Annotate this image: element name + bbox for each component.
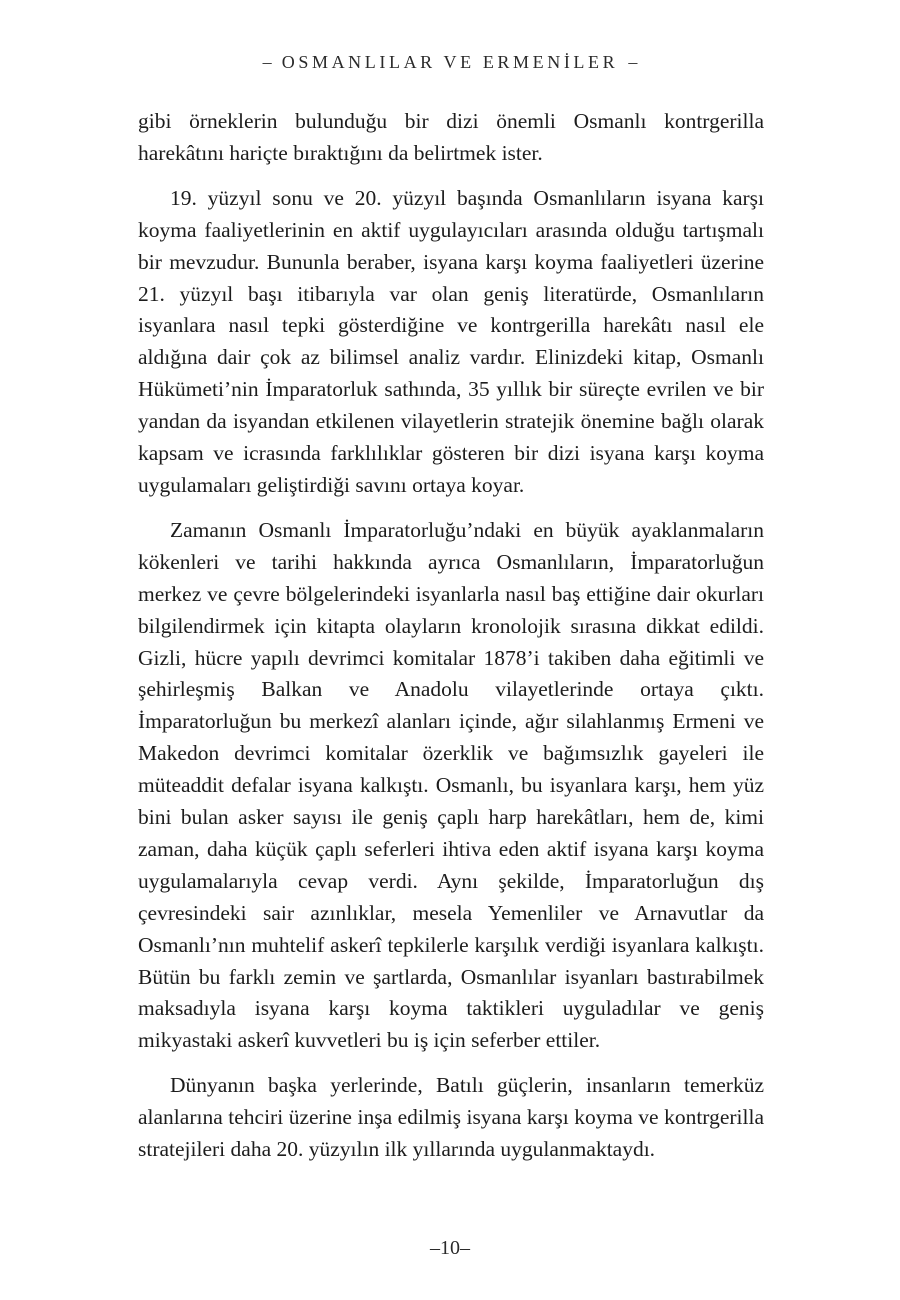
header-right-dash: –: [628, 52, 638, 72]
header-title: OSMANLILAR VE ERMENİLER: [281, 52, 619, 72]
body-text: [138, 106, 764, 1179]
page-number: –10–: [430, 1237, 470, 1259]
paragraph: Dünyanın başka yerlerinde, Batılı güçlerin, insanların temerküz alanlarına tehciri üzerine inşa edilmiş isyana karşı koyma ve kontrgerilla stratejileri daha 20. yüzyılın ilk yıllarında uygulanmaktaydı.: [138, 1073, 764, 1162]
running-header: [0, 52, 900, 73]
header-left-dash: –: [262, 52, 272, 72]
paragraph: 19. yüzyıl sonu ve 20. yüzyıl başında Osmanlıların isyana karşı koyma faaliyetlerinin en aktif uygulayıcıları arasında olduğu tartışmalı bir mevzudur. Bununla beraber, isyana karşı koyma faaliyetleri üzerine 21. yüzyıl başı itibarıyla var olan geniş literatürde, Osmanlıların isyanlara nasıl tepki gösterdiğine ve kontrgerilla harekâtı nasıl ele aldığına dair çok az bilimsel analiz vardır. Elinizdeki kitap, Osmanlı Hükümeti’nin İmparatorluk sathında, 35 yıllık bir süreçte evrilen ve bir yandan da isyandan etkilenen vilayetlerin stratejik önemine bağlı olarak kapsam ve icrasında farklılıklar gösteren bir dizi isyana karşı koyma uygulamaları geliştirdiği savını ortaya koyar.: [138, 185, 764, 497]
paragraph: Zamanın Osmanlı İmparatorluğu’ndaki en büyük ayaklanmaların kökenleri ve tarihi hakkında ayrıca Osmanlıların, İmparatorluğun merkez ve çevre bölgelerindeki isyanlarla nasıl baş ettiğine dair okurları bilgilendirmek için kitapta olayların kronolojik sırasına dikkat edildi. Gizli, hücre yapılı devrimci komitalar 1878’i takiben daha eğitimli ve şehirleşmiş Balkan ve Anadolu vilayetlerinde ortaya çıktı. İmparatorluğun bu merkezî alanları içinde, ağır silahlanmış Ermeni ve Makedon devrimci komitalar özerklik ve bağımsızlık gayeleri ile müteaddit defalar isyana kalkıştı. Osmanlı, bu isyanlara karşı, hem yüz bini bulan asker sayısı ile geniş çaplı harp harekâtları, hem de, kimi zaman, daha küçük çaplı seferleri ihtiva eden aktif isyana karşı koyma uygulamalarıyla cevap verdi. Aynı şekilde, İmparatorluğun dış çevresindeki sair azınlıklar, mesela Yemenliler ve Arnavutlar da Osmanlı’nın muhtelif askerî tepkilerle karşılık verdiği isyanlara kalkıştı. Bütün bu farklı zemin ve şartlarda, Osmanlılar isyanları bastırabilmek maksadıyla isyana karşı koyma taktikleri uyguladılar ve geniş mikyastaki askerî kuvvetleri bu iş için seferber ettiler.: [138, 517, 764, 1053]
paragraph-continuation: gibi örneklerin bulunduğu bir dizi önemli Osmanlı kontrgerilla harekâtını hariçte bıraktığını da belirtmek ister.: [138, 109, 764, 165]
